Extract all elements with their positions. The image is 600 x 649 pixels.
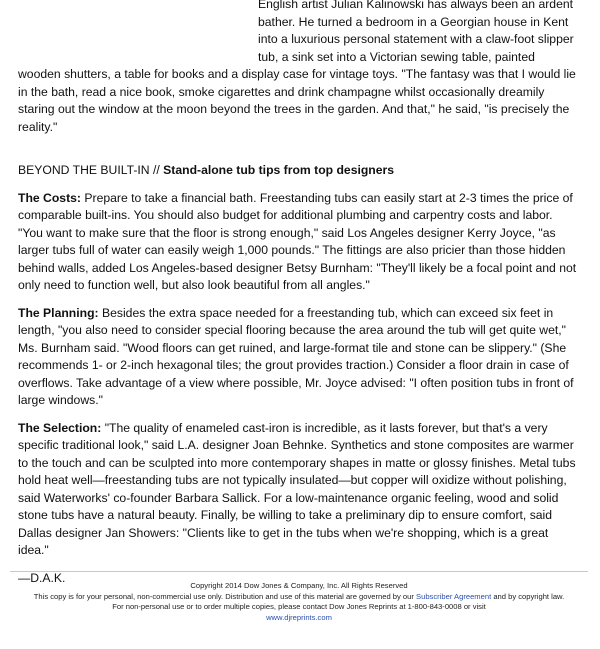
image-space bbox=[18, 0, 258, 62]
usage-text: This copy is for your personal, non-commercial use only. Distribution and use of this material are governed by our bbox=[33, 591, 414, 601]
intro-text: English artist Julian Kalinowski has always been an ardent bather. He turned a bedroom in a Georgian house in Kent into a luxurious personal statement with a claw-foot slipper tub, a sink set into a Victorian sewing table, painted wooden shutters, a table for books and a display case for vintage toys. "The fantasy was that I would lie in the bath, read a nice book, smoke cigarettes and drink champagne whilst occasionally dreamily staring out the window at the moon beyond the trees in the garden. And that," he said, "is precisely the reality." bbox=[18, 0, 576, 134]
section-planning bbox=[18, 305, 580, 410]
subscriber-agreement-link[interactable]: Subscriber Agreement bbox=[416, 591, 492, 601]
section-heading: The Costs: bbox=[18, 190, 81, 205]
djreprints-link[interactable]: www.djreprints.com bbox=[266, 612, 332, 622]
copyright-line: Copyright 2014 Dow Jones & Company, Inc. All Rights Reserved bbox=[190, 581, 408, 590]
section-body: "The quality of enameled cast-iron is incredible, as it lasts forever, but that's a very specific traditional look," said L.A. designer Joan Behnke. Synthetics and stone composites are warmer to the touch and can be sculpted into more contemporary shapes in matte or glossy finishes. Metal tubs hold heat well—freestanding tubs are not typically insulated—but copper will oxidize without polishing, said Waterworks' co-founder Barbara Sallick. For a low-maintenance organic feeling, wood and solid stone tubs have a natural beauty. Finally, be willing to take a preliminary dip to ensure comfort, said Dallas designer Jan Showers: "Clients like to get in the tubs when we're shopping, which is a great idea." bbox=[18, 420, 576, 557]
sidebar-heading bbox=[18, 162, 580, 180]
intro-paragraph bbox=[18, 0, 580, 136]
section-heading: The Planning: bbox=[18, 305, 99, 320]
section-heading: The Selection: bbox=[18, 420, 102, 435]
section-body: Prepare to take a financial bath. Freestanding tubs can easily start at 2-3 times the price of comparable built-ins. You should also budget for additional plumbing and carpentry costs and labor. "You want to make sure that the floor is strong enough," said Los Angeles designer Kerry Joyce, "as larger tubs full of water can easily weigh 1,000 pounds." The fittings are also pricier than those hidden behind walls, added Los Angeles-based designer Betsy Burnham: "They'll likely be a focal point and not only need to function well, but also look beautiful from all angles." bbox=[18, 190, 577, 292]
article-body bbox=[18, 0, 580, 587]
reprints-line: For non-personal use or to order multiple copies, please contact Dow Jones Reprints at 1-800-843-0008 or visit bbox=[112, 602, 486, 611]
copyright-footer bbox=[10, 571, 588, 623]
usage-text-end: and by copyright law. bbox=[493, 591, 565, 601]
author-signoff: —D.A.K. bbox=[18, 570, 66, 585]
sidebar-kicker: BEYOND THE BUILT-IN // bbox=[18, 163, 160, 177]
section-body: Besides the extra space needed for a freestanding tub, which can exceed six feet in length, "you also need to consider special flooring because the area around the tub will get quite wet," Ms. Burnham said. "Wood floors can get ruined, and large-format tile and stone can be slippery." (She recommends 1- or 2-inch hexagonal tiles; the grout provides traction.) Consider a floor drain in case of overflows. Take advantage of a view where possible, Mr. Joyce advised: "I often position tubs in front of large windows." bbox=[18, 305, 574, 407]
sidebar-title: Stand-alone tub tips from top designers bbox=[163, 163, 395, 177]
usage-line bbox=[10, 592, 588, 603]
section-selection bbox=[18, 420, 580, 560]
section-costs bbox=[18, 190, 580, 295]
